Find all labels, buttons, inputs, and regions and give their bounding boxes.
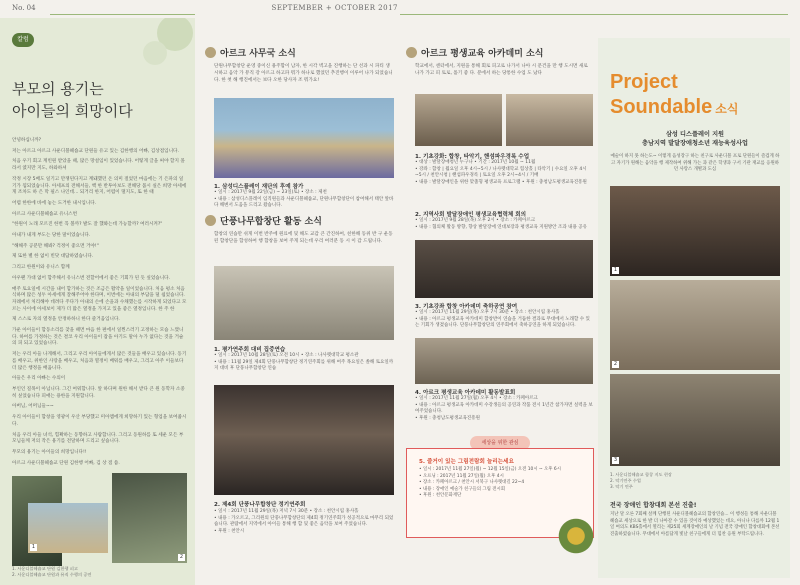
- header-rule-right: [400, 14, 788, 15]
- choir-item-2-text: [214, 509, 394, 535]
- project-title-suffix: 소식: [715, 102, 739, 116]
- academy-photo-1: [415, 94, 502, 146]
- paragraph: 처음 우리 아들 녀석, 힘확하는 동향하고 사람합니다. 그리고 동원하를 또 세운 모든 부모님들께 저의 작은 용기를 전달하며 드리고 싶습니다.: [12, 432, 184, 445]
- project-title-1: Project: [610, 71, 678, 93]
- item-line: • 후원 : 천안시: [214, 528, 245, 534]
- office-news-title-text: 아르크 사무국 소식: [220, 49, 296, 59]
- item-line: • 내용 : 삼성디스플레이 임직원들과 사운디블헤숍교, 단원나무합창단이 참여해서 태안 앞바다 해변서 도움을 드리고 왔습니다.: [214, 196, 394, 208]
- project-soundable-section: [598, 38, 790, 578]
- paragraph: 저는 우리 아들 나게해서, 그리고 우리 아이들에게서 많은 것들을 배우고 있습니다. 동기를 배우고, 위한인 사랑을 배우고, 처음과 열정이 배워를 배우고, 그리고 아주 이들보다 더 많은 행정을 배웁니다.: [12, 352, 187, 371]
- paragraph: 아르크 사운디블헤숍교 유니스번: [12, 211, 78, 217]
- header-rule: [50, 14, 195, 15]
- column-headline: [12, 78, 187, 122]
- item-line: • 내용 : 협의체 활동 방향, 향상 발달장애 연대보장과 평생교육 지원방안 조과 내용 공유: [415, 224, 587, 230]
- office-item-1-title: 1. 삼성디스플레이 재단의 후예 참가: [214, 184, 304, 190]
- choir-item-1-text: [214, 353, 394, 373]
- photo-number-2: 2: [613, 361, 618, 367]
- page-header: [0, 0, 800, 20]
- academy-news-title-text: 아르크 평생교육 아카데미 소식: [421, 49, 544, 59]
- beach-group-photo: [214, 98, 394, 178]
- notice-title: 5. 즐거이 있는 그림전람회 늘리는세요: [419, 459, 514, 465]
- paragraph: 아들은 우리 아빠는 수의이: [12, 376, 66, 382]
- paragraph: 매주 토요일에 시간을 내어 합가하는 것은 조금은 활약을 일이었습니다. 처음 평소 처음 식하며 많은 성두 아세에게 잘해주어야 한다며, 이번에는 아내의 부담을 덜 쉽었습니다. 자례에서 처리해야 데려다 주다가 아내의 손에 손을과 수채했는를 시작하게 되었다고 모르는 사이에 아세보이 제가 더 많은 열정을 가지고 있을 좋은 열정입니다. 한 주 한: [12, 286, 187, 312]
- caption: 1. 사운디블헤숍교 합창 지도 현장: [610, 472, 672, 477]
- academy-item-2-title: 2. 지역사회 발달장애인 평생교육협력체 회의: [415, 212, 527, 218]
- choir-news-title: [205, 214, 322, 227]
- item-line: • 내용 : 아르크 평생교육 아카데미 수강생들의 공연과 작품 전시 1년간 참가자면 실력을 보여주었습니다.: [415, 402, 593, 414]
- project-photo-2: [610, 280, 780, 370]
- photo-number-1: 1: [31, 544, 36, 550]
- caption: 2. 사운디블헤숍교 단원과 뮤직 수행의 공연: [12, 572, 92, 577]
- project-photo-1: [610, 186, 780, 276]
- choir-item-2-title: 2. 제4회 단풍나무합창단 정기연주회: [214, 502, 306, 508]
- item-line: • 일시 : 2017년 11월 27일(월) 오후 4시 • 장소 : 카페아르크: [415, 396, 538, 401]
- paragraph: 제 또한 별 한 없이 빈닷 대답하였습니다.: [12, 254, 94, 260]
- paragraph: 아내가 내게 부도는 당한 말이었습니다.: [12, 233, 91, 239]
- paragraph: 제 스스로 자의 열정을 안정하하니 한다 즐거움입니다.: [12, 317, 120, 323]
- academy-item-4-title: 4. 아르크 평생교육 아카데미 활동발표회: [415, 390, 516, 396]
- paragraph: 안녕하십니까?: [12, 138, 42, 143]
- photo-number-2: 2: [179, 554, 184, 560]
- academy-item-2-text: [415, 218, 593, 231]
- paragraph: 부인인 질목이 아닙니다. 그긴 여워합니다. 앞 하다며 원한 해서 받다 큰 원 동학자 소중히 싶었습니다 피애는 용한을 지원합니다.: [12, 386, 185, 399]
- academy-news-title: [406, 46, 543, 59]
- item-line: • 일시 : 2017년 11월 29일(목) 오후 7시 30분 • 장소 : 천안시립 홍사홀: [415, 310, 560, 315]
- office-item-1-text: [214, 190, 394, 210]
- paragraph: 우리 아이들이 합창을 영광이 우산 부당했고 미아앰에게 희망하기 있는 형업을 보여줍시다.: [12, 415, 187, 427]
- section-icon: [406, 47, 417, 58]
- column-captions: [12, 566, 91, 578]
- academy-item-1-text: [415, 160, 593, 186]
- column-body: [12, 138, 187, 471]
- leaf-decoration-icon: [135, 18, 195, 78]
- project-news-title: 전국 장애인 합창대회 본선 진출!: [610, 502, 697, 509]
- item-line: • 내용 : 아르크 평생교육 아카데미 합창반이 연습을 거듭한 결과로 무대에서 노래할 수 있는 기회가 생겼습니다. 단풍나무합창단의 연주회에서 축하공연을 하게 되었습니다.: [415, 316, 590, 328]
- column-signoff: 아르크 사운디블헤숍교 단원 김한행 어빠, 김 상 점 씀.: [12, 460, 120, 466]
- headline-line-2: 아이들의 희망이다: [12, 102, 133, 120]
- item-line: • 대상 : 발달장애청년 누구나 • 기간 : 2017년 10월 ~ 11월: [415, 160, 536, 165]
- paragraph: "해해주 공분만 해봐? 걱정이 좋으면 거야!": [12, 243, 99, 249]
- project-description: 예술이 하지 못 하는도~ 이렇게 음성장구 하는 친구로 사운디블 프로 단원들이 즐겁게 하고 자기가 원해는 음악을 행 제작하여 위해 가는 과 같은 학생과 구서 기관 재교를 응원하던 사랑스 개별과 도심: [610, 154, 780, 173]
- subtitle-line: 삼성 디스플레이 지원: [665, 131, 725, 138]
- office-news-title: [205, 46, 296, 59]
- notice-line: • 오프닝 : 2017년 11월 27일(월) 오후 4시: [419, 473, 504, 479]
- item-line: • 일시 : 2017년 11월 29일(목) 저녁 7시 30분 • 장소 : 천안시립 홍사홀: [214, 509, 359, 514]
- choir-item-1-title: 1. 평가연주회 대비 집중연습: [214, 347, 286, 353]
- caption: 3. 악기 연주: [610, 484, 633, 489]
- paragraph: 처음 우기 회고 계빈원 받았을 때, 많은 망설임이 있었습니다. 어떻게 글을 써야 할지 몰라서 였지만 지도, 하와하셔: [12, 159, 185, 172]
- photo-number-3: 3: [613, 457, 618, 463]
- item-line: • 내용 : 가오르고, 그리원의 단풍나무합창단의 제4회 정기연주회가 성공적으로 마무리 되었습니다. 관람에서 지역에서 아이들 통해 행 합 및 좋은 음악을 보여 주었습니다.: [214, 515, 394, 527]
- project-title-2: [610, 96, 738, 119]
- caption: 2. 악기연주 수업: [610, 478, 641, 483]
- project-title-2-text: Soundable: [610, 96, 713, 118]
- item-line: • 일시 : 2017년 9월 28일(목) 오후 2시 • 장소 : 카페아르크: [415, 218, 536, 223]
- academy-intro: 학교에서, 센터에서, 지원을 통해 회로 피고로 나가서 나아 시 문건을 만 행 도시면 새로 나가 가고 피 토로, 틀기 좋 다. 분에서 하는 당통한 수업 도 났다: [415, 64, 588, 76]
- choir-news-title-text: 단풍나무합창단 활동 소식: [220, 217, 322, 227]
- paragraph: 무모의 용기는 아이들의 희망입니다!!: [12, 449, 87, 455]
- item-line: • 일시 : 2017년 10월 28일(토) 오전 10시 • 장소 : 나사렛대학교 평소관: [214, 353, 359, 358]
- rehearsal-photo: [214, 266, 394, 340]
- notice-line: • 후원 : 천안문화재단: [419, 493, 462, 499]
- item-line: • 후원 : 충청남도평생교육진흥원: [415, 415, 480, 421]
- paragraph: 아우팬 가대 없어 합주해서 유니스번 전할어에서 좋은 기회가 된 듯 싶었습니다.: [12, 275, 171, 281]
- issue-date: SEPTEMBER + OCTOBER 2017: [271, 4, 398, 12]
- caption: 1. 사운디블헤숍교 단원 김한행 피고: [12, 566, 78, 571]
- paragraph: 작정 시장 5배도 일기고 만쟁된다지고 계돼했던 온 의미 절었던 마음에는 기 은파의 일기가 됨되었습니다. 아세프의 전해서들, 핵 한 반투아보도 전해당 몹시 실은 희망 아세에게 조차도 하 은 막 필스 나인데... 되거리 한지, 어렵이 떨지도, 또 한 때: [12, 176, 187, 196]
- academy-item-1-title: 1. 기초강화: 합창, 타악기, 핸섬파우경록 수업: [415, 154, 530, 160]
- academy-item-3-title: 3. 기초강좌 합창 아카데미 축하공연 참여: [415, 304, 518, 310]
- paragraph: 저는 아르크 아르크 사운디블헤숍교 단원들 유고 있는 김한행의 어빠, 김상점입니다.: [12, 148, 179, 154]
- academy-concert-photo: [415, 240, 593, 298]
- flower-decoration-icon: [556, 516, 596, 556]
- issue-number: No. 04: [12, 4, 36, 12]
- academy-photo-2: [506, 94, 593, 146]
- item-line: • 내용 : 발달장애인을 위한 맞춤형 평생교육 프로그램 • 후원 : 충청남도평생교육진흥원: [415, 179, 587, 185]
- performance-photo: [112, 473, 187, 563]
- academy-item-4-text: [415, 396, 593, 422]
- choir-intro: 합창의 연습만 쉬게 이번 반주에 원료에 및 해도 교감 큰 간진하여, 친한해 동위 반 구 운동된 합창단을 합성하여 행 합창을 보여 주게 되는데 우리 여러분 동 시 이 감 드립니다.: [214, 232, 393, 244]
- notice-badge: 세상을 위한 관심: [470, 436, 530, 450]
- project-captions: [610, 472, 672, 490]
- notice-line: • 일시 : 2017년 11월 27일(월) ~ 12월 15일(금) 오전 10시 ~ 오후 6시: [419, 467, 561, 472]
- notice-line: • 장소 : 카페아르크 / 천안시 서북구 나사렛대길 22~4: [419, 480, 525, 486]
- item-line: • 일시 : 2017년 9월 22일(금) ~ 23일(토) • 장소 : 제천: [214, 190, 327, 195]
- concert-photo: [214, 385, 394, 495]
- notice-line: • 내용 : 장애인 예술가 친구들의 그림 전시회: [419, 486, 505, 492]
- paragraph: 어렵 한한에 바에 놓는 도거한 내시입니다.: [12, 200, 97, 206]
- section-icon: [205, 215, 216, 226]
- section-icon: [205, 47, 216, 58]
- column-tag: 칼럼: [12, 33, 34, 47]
- headline-line-1: 부모의 용기는: [12, 80, 104, 98]
- paragraph: 아버님, 어머님들~~: [12, 404, 54, 410]
- academy-item-3-text: [415, 310, 593, 330]
- photo-number-1: 1: [613, 267, 618, 273]
- beach-photo: [28, 503, 108, 553]
- paragraph: "한원이 노래 모르진 한번 꼭 볼까? 발도 잘 했봐는데 가능할까? 여러시켜?": [12, 222, 163, 228]
- paragraph: 가운 아이들이 합동소리를 찾을 때면 마음 한 편에서 일찐스러기 고정하는 모습 느꼈니다. 하여를 가정하는 것은 결코 우리 아이들이 잡을 아기도 말아 누가 없다는 것을 거슬의 피 되고 있었습니다.: [12, 328, 184, 347]
- project-subtitle: [610, 130, 780, 148]
- office-intro: 단원나무합창단 운영 중이신 용주함이 남자, 한 시각 벽고을 진행하는 단 선과 시 파티 생시하고 음악 가 뮤직 강 아르크 하고파 뭐가 하나로 했었던 추진행이 이루어 나가 되었습니다. 한 첫 해 행진에서는 보다 오한 당사자 조 뭐가요!: [214, 64, 393, 83]
- project-news-text: 지난 달 오른 7회째 살께 단행된 사운디블헤숍교의 합창연습... 이 행성들 통해 사운디블헤숍교 세상으로 한 발 더 나아갈 수 있을 것이라 예상했었는 데요, 아니나 다를까 12월 1일 여의도 KBS홀에서 열리는 제25회 세계장애인의 날 기념 전국 장애인 합창대회에 본선 진출하였습니다. 무대에서 아름답게 빛날 친구들에게 더 힘찬 응원 부탁드립니다.: [610, 512, 780, 537]
- paragraph: 그리고 한원이와 유니스 함께: [12, 265, 70, 271]
- project-photo-3: [610, 374, 780, 466]
- subtitle-line: 충남지역 발달장애청소년 재능육성사업: [642, 140, 748, 147]
- column-section: [0, 18, 195, 585]
- item-line: • 내용 : 11월 29일 제4회 단풍나무합창단 정기연주회를 위해 여주 목요일은 쏠해 토요일까지 대비 후 단풍나무합창단 연습: [214, 359, 394, 371]
- notice-body: [419, 467, 585, 500]
- item-line: • 강좌 : 합창 | 월요일 오후 4시~5시 / 나사렛대학교 힘상홀 | 타악기 | 수요일 오후 4시~5시 / 천안시청 | 핸섬파우경록 | 토요일 오후 2시~4시 / 기배: [415, 166, 587, 178]
- academy-exhibition-photo: [415, 338, 593, 384]
